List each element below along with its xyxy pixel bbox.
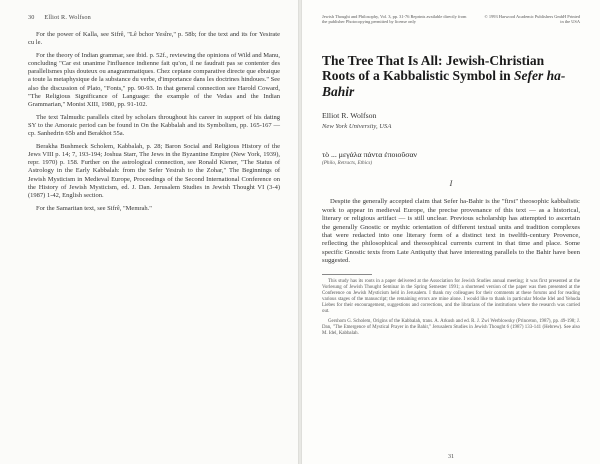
body-paragraph: Despite the generally accepted claim that Sefer ha-Bahir is the "first" theosophic kabbalistic work to appear in medieval Europe, the precise provenance of this text — as a historical, literary or religious artifact — is still unclear. Previous scholarship has attempted to ascertain the generally Gnostic or mythic orientation of different textual units and tradition complexes that were redacted into one literary form of a distinct text in twelfth-century Provence, reflecting the philosophical and theosophical currents current in that time and place. Some specific Gnostic texts from Late Antiquity that have interesting parallels to the Bahir have been suggested. [322,198,580,265]
note-paragraph: For the Samaritan text, see Sifrê, "Memrah." [36,204,152,212]
author-name: Elliot R. Wolfson [322,111,377,121]
footnote-rule [322,274,372,275]
right-page [302,0,600,464]
article-title-main: The Tree That Is All: Jewish-Christian Roots of a Kabbalistic Symbol in [322,52,545,84]
article-title-italic: Sefer ha-Bahir [322,68,566,99]
left-page [0,0,298,464]
article-title [322,53,580,100]
note-paragraph: For the theory of Indian grammar, see ibid. p. 52f., reviewing the opinions of Wild and Manu, concluding "Car est unanime l'influence indienne fait qu'on, il ne faudrait pas se contenter des parallelismes plus douteux ou anagrammatiques. Chez ceptane comparative directe que ebraique a toute la metaphysique de la substance du verbe, d'importance dans les doctrines hindoues." See also the discussion of Plato, "Fonts," pp. 90-93. In that general connection see Harold Coward, "The Religious Significance of Language: the example of the Vedas and the Indian Grammarian," Monist XIII, 1980, pp. 91-102. [28,52,280,108]
section-numeral: I [449,179,453,189]
epigraph-source: (Philo, Retracts, Ethics) [322,160,373,167]
imprint-copyright: © 1993 Harwood Academic Publishers GmbH Printed in the USA [484,14,580,25]
footnote: This study has its roots in a paper delivered at the Association for Jewish Studies annual meeting; it was first presented at the Vorlesung of Jewish Thought Seminar in the Spring Semester 1991; a shortened version of the paper was then presented at the Conference on Jewish Mysticism held in Jerusalem. I thank my colleagues for their comments at these forums and for reading various stages of the manuscript; the remaining errors are mine alone. I would like to thank in particular Moshe Idel and Yehuda Liebes for their encouragement, suggestions and corrections, and the librarians of the institutions where the research was carried out. [322,278,580,315]
running-head [28,14,280,21]
imprint-journal: Jewish Thought and Philosophy, Vol. 3, pp. 31-76 Reprints available directly from the publisher Photocopying permitted by license only [322,14,467,25]
imprint [322,14,580,25]
note-paragraph: The text Talmudic parallels cited by scholars throughout his career in support of his dating SY to the Amoraic period can be found in On the Kabbalah and its Symbolism, pp. 165-167 — cp. Sanhedrin 65b and Berakhot 55a. [28,113,280,138]
folio-number: 31 [448,454,454,460]
footnote: Gershom G. Scholem, Origins of the Kabbalah, trans. A. Arkush and ed. R. J. Zwi Werblowsky (Princeton, 1987), pp. 49-198; J. Dan, "The Emergence of Mystical Prayer in the Bahir," Jerusalem Studies in Jewish Thought 6 (1987) 133-141 (Hebrew). See also M. Idel, Kabbalah. [322,319,580,337]
note-paragraph: Berakha Bushmeck Scholem, Kabbalah, p. 28; Baron Social and Religious History of the Jews VIII p. 14; 7, 193-194; Joshua Starr, The Jews in the Byzantine Empire (New York, 1939), repr. 1970) p. 158. Further on the astrological connection, see Ronald Kiener, "The Status of Astrology in the Early Kabbalah: from the Sefer Yesirah to the Zohar," The Beginnings of Jewish Mysticism in Medieval Europe, Proceedings of the Second International Conference on the History of Jewish Mysticism, ed. J. Dan. Jerusalem Studies in Jewish Thought VI (3-4) (1987) 1-42, English section. [28,143,280,199]
note-paragraph: For the power of Kalla, see Sifrê, "Lê bchor Yesîre," p. 58b; for the text and its for Yesirate cu le. [28,31,280,47]
author-affiliation: New York University, USA [322,123,392,131]
running-head-author: Elliot R. Wolfson [44,14,91,21]
epigraph: τὸ ... μεγάλα πάντα ἐποιοῦσαν [322,150,418,160]
page-number: 30 [28,14,35,21]
